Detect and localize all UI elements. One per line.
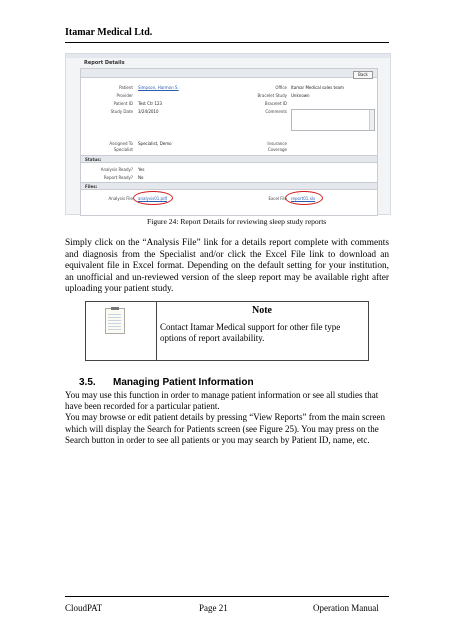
- provider-label: Provider: [116, 93, 133, 98]
- note-box: [85, 301, 369, 361]
- note-icon-cell: [86, 302, 157, 360]
- panel-titlebar: [81, 69, 377, 78]
- report-details-panel: [80, 68, 378, 216]
- report-ready-value: No: [138, 175, 144, 180]
- screenshot-top-bar: [66, 54, 390, 58]
- analysis-ready-value: Yes: [138, 167, 145, 172]
- status-section-label: Status:: [85, 157, 102, 162]
- assigned-label: Assigned To: [109, 141, 133, 146]
- body-paragraph-2b: You may browse or edit patient details by pressing “View Reports” from the main screen which will display the Search for Patients screen (see Figure 25). You may press on the Search button in order to see all patients or you may search by Patient ID, name, etc.: [65, 412, 385, 445]
- analysis-file-highlight: [133, 191, 173, 205]
- comments-textarea[interactable]: [291, 109, 375, 131]
- assigned-label-2: Specialist: [113, 147, 133, 152]
- office-value: Itamar Medical sales team: [291, 85, 344, 90]
- patient-link[interactable]: Simpson, Harmon S.: [138, 85, 179, 90]
- patient-label: Patient: [119, 85, 133, 90]
- figure-caption: Figure 24: Report Details for reviewing sleep study reports: [147, 217, 327, 226]
- status-section-bar: [81, 155, 377, 163]
- report-ready-label: Report Ready?: [103, 175, 133, 180]
- office-label: Office: [275, 85, 287, 90]
- comments-label: Comments: [265, 109, 287, 114]
- insurance-label: Insurance: [267, 141, 287, 146]
- files-section-bar: [81, 182, 377, 190]
- footer-manual-title: Operation Manual: [313, 603, 379, 613]
- footer-rule: [65, 596, 389, 597]
- files-section-label: Files:: [85, 184, 98, 189]
- section-number: 3.5.: [79, 377, 96, 388]
- analysis-ready-label: Analysis Ready?: [100, 167, 133, 172]
- excel-file-label: Excel File: [268, 196, 287, 201]
- notepad-icon: [105, 308, 125, 334]
- footer-page-number: Page 21: [199, 603, 228, 613]
- notepad-lines: [108, 312, 121, 330]
- study-date-label: Study Date: [110, 109, 133, 114]
- section-title: Managing Patient Information: [113, 377, 254, 388]
- section-heading: [79, 377, 254, 388]
- notepad-clip: [111, 307, 119, 310]
- header-rule: [65, 42, 389, 43]
- analysis-file-label: Analysis File: [108, 196, 133, 201]
- bracelet-id-label: Bracelet ID: [264, 101, 287, 106]
- patient-id-label: Patient ID: [113, 101, 133, 106]
- excel-file-link[interactable]: report01.xls: [291, 196, 316, 201]
- assigned-value: Specialist, Demo: [138, 141, 172, 146]
- note-text: Contact Itamar Medical support for other file type options of report availability.: [160, 322, 341, 343]
- header-company: Itamar Medical Ltd.: [65, 27, 153, 38]
- study-date-value: 3/24/2010: [138, 109, 159, 114]
- report-details-screenshot: [65, 53, 391, 215]
- back-button[interactable]: Back: [353, 71, 373, 79]
- patient-id-value: Test Ctr 123: [138, 101, 163, 106]
- body-paragraph-2a: You may use this function in order to manage patient information or see all studies that have been recorded for a particular patient.: [65, 390, 379, 412]
- body-paragraph-2: [65, 390, 395, 446]
- note-title: Note: [252, 305, 272, 316]
- insurance-label-2: Coverage: [267, 147, 287, 152]
- excel-file-highlight: [285, 191, 323, 205]
- bracelet-study-value: Unknown: [291, 93, 310, 98]
- footer-product: CloudPAT: [65, 603, 103, 613]
- screenshot-title: Report Details: [84, 60, 125, 66]
- analysis-file-link[interactable]: analysis01.pdf: [138, 196, 168, 201]
- bracelet-study-label: Bracelet Study: [257, 93, 287, 98]
- comments-scrollbar[interactable]: [369, 110, 374, 130]
- body-paragraph-1: Simply click on the “Analysis File” link for a details report complete with comments and diagnosis from the Specialist and/or click the Excel File link to download an equivalent file in Excel format. Depending on the default setting for your institution, an unofficial and un-reviewed version of the sleep report may be available right after uploading your patient study.: [65, 238, 389, 295]
